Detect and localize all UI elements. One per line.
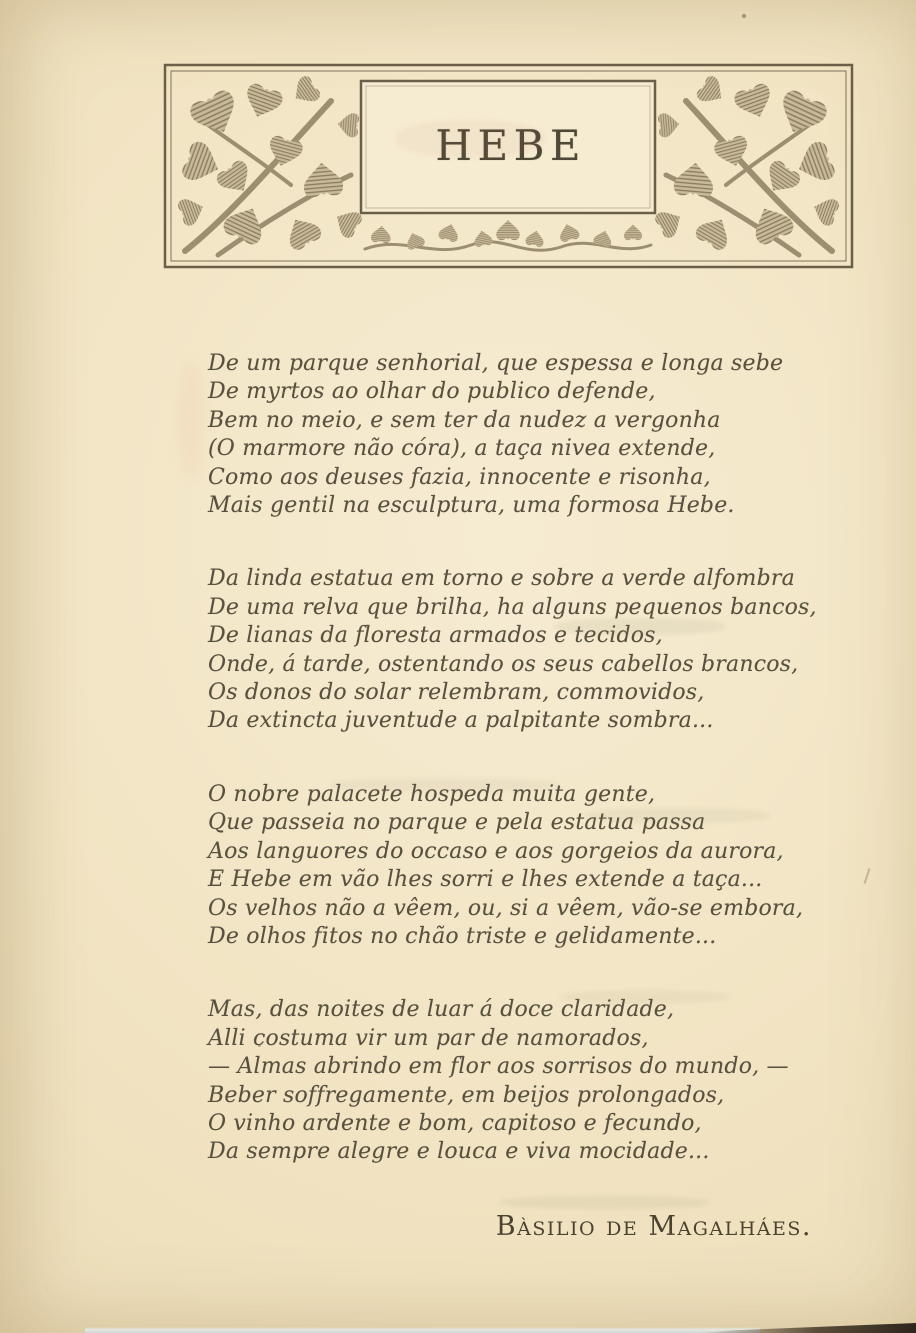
- author-signature: Bàsilio de Magalháes.: [495, 1211, 812, 1242]
- poem-line: De myrtos ao olhar do publico defende,: [208, 379, 656, 405]
- poem-line: De um parque senhorial, que espessa e longa sebe: [208, 351, 784, 376]
- poem-line: E Hebe em vão lhes sorri e lhes extende a taça...: [208, 867, 763, 893]
- stanza: [208, 781, 804, 951]
- ornamental-header: [163, 63, 854, 269]
- poem-line: Como aos deuses fazia, innocente e risonha,: [208, 464, 711, 490]
- poem-line: Que passeia no parque e pela estatua passa: [208, 810, 706, 836]
- poem-line: — Almas abrindo em flor aos sorrisos do mundo, —: [208, 1054, 789, 1080]
- poem-line: (O marmore não córa), a taça nivea extende,: [208, 436, 716, 462]
- ink-speck: [742, 14, 746, 18]
- poem-line: De lianas da floresta armados e tecidos,: [208, 623, 663, 649]
- poem-line: Da sempre alegre e louca e viva mocidade...: [208, 1139, 710, 1165]
- poem-line: De olhos fitos no chão triste e gelidamente...: [208, 923, 717, 949]
- stanza: [208, 996, 789, 1166]
- poem-line: Mais gentil na esculptura, uma formosa Hebe.: [208, 493, 735, 519]
- stanza: [208, 565, 817, 735]
- poem-line: Bem no meio, e sem ter da nudez a vergonha: [208, 407, 721, 433]
- poem-line: Os donos do solar relembram, commovidos,: [208, 680, 705, 706]
- ink-speck: [258, 1044, 261, 1047]
- scan-edge-strip: [85, 1327, 760, 1333]
- poem-line: Onde, á tarde, ostentando os seus cabellos brancos,: [208, 651, 799, 677]
- poem-line: Da linda estatua em torno e sobre a verde alfombra: [208, 566, 795, 592]
- poem-line: Da extincta juventude a palpitante sombra...: [208, 708, 714, 734]
- poem-title: HEBE: [435, 120, 587, 170]
- poem-line: Alli costuma vir um par de namorados,: [208, 1025, 649, 1051]
- poem-line: De uma relva que brilha, ha alguns pequenos bancos,: [208, 594, 817, 620]
- poem-line: Os velhos não a vêem, ou, si a vêem, vão-se embora,: [208, 895, 804, 921]
- poem-line: Beber soffregamente, em beijos prolongados,: [208, 1082, 725, 1108]
- poem-line: Aos languores do occaso e aos gorgeios da aurora,: [208, 838, 784, 864]
- poem-line: O vinho ardente e bom, capitoso e fecundo,: [208, 1110, 702, 1136]
- stanza: [208, 350, 784, 520]
- poem-body: [208, 350, 817, 1212]
- paper-stain: [178, 360, 204, 480]
- title-box: [361, 81, 655, 213]
- poem-line: Mas, das noites de luar á doce claridade,: [208, 997, 675, 1023]
- ink-speck: [864, 868, 871, 884]
- poem-line: O nobre palacete hospeda muita gente,: [208, 781, 656, 807]
